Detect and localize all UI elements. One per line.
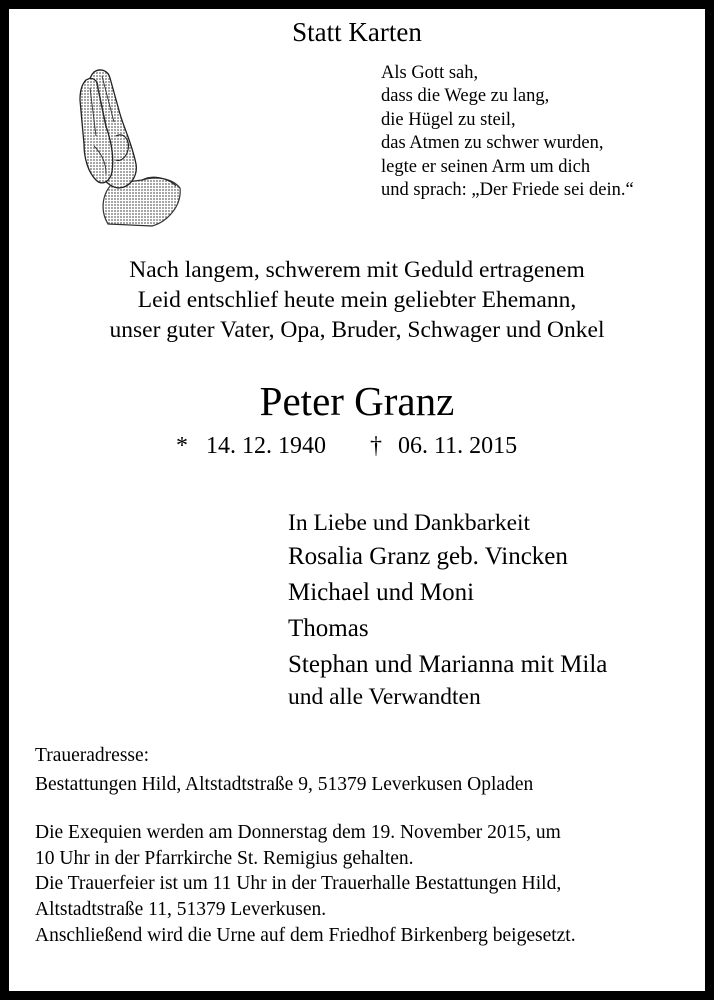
praying-hands-icon: [72, 66, 190, 228]
mourning-address: [35, 741, 533, 799]
service-line: Die Exequien werden am Donnerstag dem 19. November 2015, um: [35, 822, 561, 843]
notice-header: Statt Karten: [292, 17, 422, 47]
poem-line: die Hügel zu steil,: [381, 109, 516, 130]
poem-line: legte er seinen Arm um dich: [381, 156, 591, 177]
poem-line: und sprach: „Der Friede sei dein.“: [381, 180, 634, 201]
death-symbol: †: [370, 433, 382, 459]
intro-line: Nach langem, schwerem mit Geduld ertragenem: [129, 257, 585, 283]
mourners-intro: In Liebe und Dankbarkeit: [288, 510, 531, 536]
mourner-name: Rosalia Granz geb. Vincken: [288, 543, 568, 570]
birth-date: 14. 12. 1940: [206, 433, 326, 459]
intro-line: Leid entschlief heute mein geliebter Ehemann,: [137, 287, 577, 313]
intro-text: [0, 255, 714, 345]
mourner-name: Michael und Moni: [288, 579, 475, 606]
death-date: 06. 11. 2015: [398, 433, 518, 459]
deceased-name: Peter Granz: [259, 378, 455, 424]
birth-symbol: *: [176, 433, 188, 459]
service-line: Altstadtstraße 11, 51379 Leverkusen.: [35, 899, 327, 921]
service-details: [35, 820, 576, 949]
poem-line: das Atmen zu schwer wurden,: [381, 133, 604, 154]
service-line: Die Trauerfeier ist um 11 Uhr in der Trauerhalle Bestattungen Hild,: [35, 873, 562, 895]
intro-line: unser guter Vater, Opa, Bruder, Schwager und Onkel: [109, 317, 605, 343]
mourner-name: Stephan und Marianna mit Mila: [288, 651, 608, 678]
poem-line: Als Gott sah,: [381, 63, 479, 83]
poem: [381, 62, 634, 202]
mourners-list: [288, 539, 607, 683]
address-value: Bestattungen Hild, Altstadtstraße 9, 51379 Leverkusen Opladen: [35, 774, 534, 795]
address-label: Traueradresse:: [35, 745, 150, 766]
life-dates: [176, 431, 517, 461]
poem-line: dass die Wege zu lang,: [381, 86, 550, 107]
service-line: Anschließend wird die Urne auf dem Friedhof Birkenberg beigesetzt.: [35, 924, 576, 946]
mourner-name: Thomas: [288, 615, 369, 642]
service-line: 10 Uhr in der Pfarrkirche St. Remigius gehalten.: [35, 847, 414, 869]
mourners-closing: und alle Verwandten: [288, 684, 481, 710]
